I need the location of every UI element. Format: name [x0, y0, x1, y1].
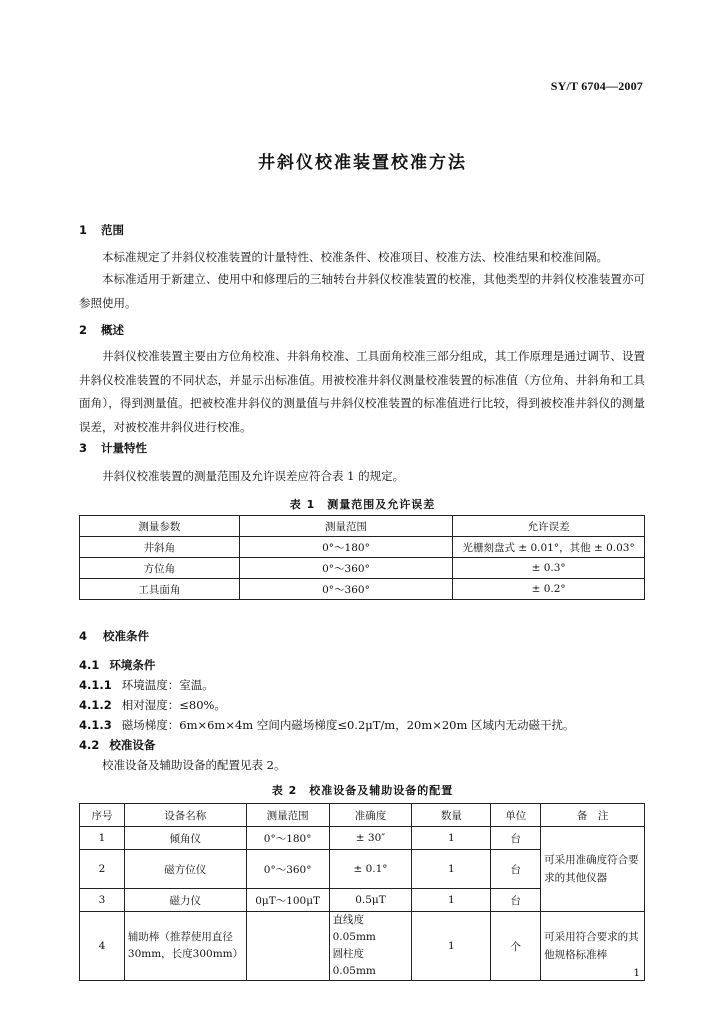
- table-header-cell: 允许误差: [453, 516, 645, 537]
- page-number: 1: [633, 967, 640, 979]
- table-cell: 0°～360°: [239, 579, 453, 600]
- table-cell: 磁力仪: [124, 889, 246, 912]
- table-header-cell: 单位: [491, 804, 541, 827]
- section-title: 计量特性: [101, 441, 147, 455]
- section-number: 4.1.1: [79, 678, 112, 692]
- table-header-cell: 准确度: [329, 804, 412, 827]
- table-cell: 1: [412, 889, 491, 912]
- table-cell: 4: [80, 912, 125, 981]
- table-cell: 0°～360°: [246, 850, 329, 889]
- section-1-para-2: 本标准适用于新建立、使用中和修理后的三轴转台井斜仪校准装置的校准，其他类型的井斜仪校准装置亦可参照使用。: [79, 272, 645, 310]
- table-cell: 倾角仪: [124, 827, 246, 850]
- table-header-cell: 设备名称: [124, 804, 246, 827]
- table-header-cell: 序号: [80, 804, 125, 827]
- table-cell: 0μT～100μT: [246, 889, 329, 912]
- table-header-cell: 测量范围: [246, 804, 329, 827]
- section-title: 校准条件: [103, 629, 149, 643]
- table-2-caption: 表 2 校准设备及辅助设备的配置: [271, 784, 454, 797]
- table-cell: 0.5μT: [329, 889, 412, 912]
- section-1-heading: [79, 222, 124, 238]
- table-cell: 1: [412, 827, 491, 850]
- section-title: 校准设备: [109, 738, 156, 752]
- table-cell: 台: [491, 889, 541, 912]
- table-cell: 1: [412, 912, 491, 981]
- table-cell: [329, 912, 412, 981]
- table-cell: 井斜角: [80, 537, 240, 558]
- table-row: [80, 537, 645, 558]
- accuracy-line: 直线度 0.05mm: [332, 914, 376, 943]
- section-number: 4.1: [79, 658, 100, 672]
- table-1-caption: 表 1 测量范围及允许误差: [289, 498, 436, 511]
- section-4-1-1: [79, 677, 214, 693]
- table-row: [80, 579, 645, 600]
- section-4-2-text: 校准设备及辅助设备的配置见表 2。: [102, 758, 286, 772]
- table-1: [79, 515, 645, 600]
- section-2-para-1: 井斜仪校准装置主要由方位角校准、井斜角校准、工具面角校准三部分组成，其工作原理是通过调节、设置井斜仪校准装置的不同状态，并显示出标准值。用被校准井斜仪测量校准装置的标准值（方位角、井斜角和工具面角），得到测量值。把被校准井斜仪的测量值与井斜仪校准装置的标准值进行比较，得到被校准井斜仪的测量误差，对被校准井斜仪进行校准。: [79, 349, 645, 434]
- table-cell: [246, 912, 329, 981]
- section-3-heading: [79, 440, 147, 456]
- table-cell: 方位角: [80, 558, 240, 579]
- section-2-heading: [79, 322, 124, 338]
- table-header-cell: 测量参数: [80, 516, 240, 537]
- table-2: [79, 803, 645, 981]
- table-cell: ± 0.3°: [453, 558, 645, 579]
- section-number: 4.1.2: [79, 698, 112, 712]
- standard-code: SY/T 6704—2007: [550, 79, 643, 93]
- section-3-para-1: 井斜仪校准装置的测量范围及允许误差应符合表 1 的规定。: [102, 469, 405, 483]
- table-cell: 3: [80, 889, 125, 912]
- accuracy-line: 圆柱度 0.05mm: [332, 948, 376, 977]
- section-number: 2: [79, 323, 88, 337]
- table-cell: 辅助棒（推荐使用直径30mm，长度300mm）: [124, 912, 246, 981]
- page-title: 井斜仪校准装置校准方法: [258, 153, 467, 173]
- table-cell: 台: [491, 827, 541, 850]
- table-cell: 0°～180°: [239, 537, 453, 558]
- table-cell: 磁方位仪: [124, 850, 246, 889]
- table-cell: 光栅刻盘式 ± 0.01°，其他 ± 0.03°: [453, 537, 645, 558]
- table-cell: ± 0.2°: [453, 579, 645, 600]
- clause-text: 相对湿度：≤80%。: [121, 698, 226, 712]
- table-cell: 1: [80, 827, 125, 850]
- table-cell: ± 30″: [329, 827, 412, 850]
- table-header-cell: 测量范围: [239, 516, 453, 537]
- section-number: 1: [79, 223, 88, 237]
- table-cell: 0°～360°: [239, 558, 453, 579]
- table-cell: 台: [491, 850, 541, 889]
- clause-text: 磁场梯度：6m×6m×4m 空间内磁场梯度≤0.2μT/m，20m×20m 区域内无动磁干扰。: [121, 718, 575, 732]
- section-4-1-3: [79, 717, 575, 733]
- table-header-cell: 数量: [412, 804, 491, 827]
- table-cell: ± 0.1°: [329, 850, 412, 889]
- section-4-1-heading: [79, 657, 155, 673]
- table-row: [80, 827, 645, 850]
- section-number: 4.2: [79, 738, 100, 752]
- remark-cell: 可采用准确度符合要求的其他仪器: [541, 827, 645, 912]
- table-cell: 1: [412, 850, 491, 889]
- table-header-row: [80, 516, 645, 537]
- remark-cell: 可采用符合要求的其他规格标准棒: [541, 912, 645, 981]
- table-header-cell: 备 注: [541, 804, 645, 827]
- section-title: 环境条件: [109, 658, 156, 672]
- section-number: 4: [79, 629, 88, 643]
- table-row: [80, 558, 645, 579]
- table-cell: 2: [80, 850, 125, 889]
- table-cell: 0°～180°: [246, 827, 329, 850]
- table-cell: 工具面角: [80, 579, 240, 600]
- section-number: 3: [79, 441, 88, 455]
- section-4-2-heading: [79, 737, 155, 753]
- clause-text: 环境温度：室温。: [121, 678, 214, 692]
- table-header-row: [80, 804, 645, 827]
- table-row: [80, 912, 645, 981]
- section-title: 概述: [101, 323, 124, 337]
- section-4-heading: [79, 628, 149, 644]
- section-title: 范围: [101, 223, 124, 237]
- section-1-para-1: 本标准规定了井斜仪校准装置的计量特性、校准条件、校准项目、校准方法、校准结果和校准间隔。: [102, 250, 608, 264]
- table-cell: 个: [491, 912, 541, 981]
- section-number: 4.1.3: [79, 718, 112, 732]
- section-4-1-2: [79, 697, 226, 713]
